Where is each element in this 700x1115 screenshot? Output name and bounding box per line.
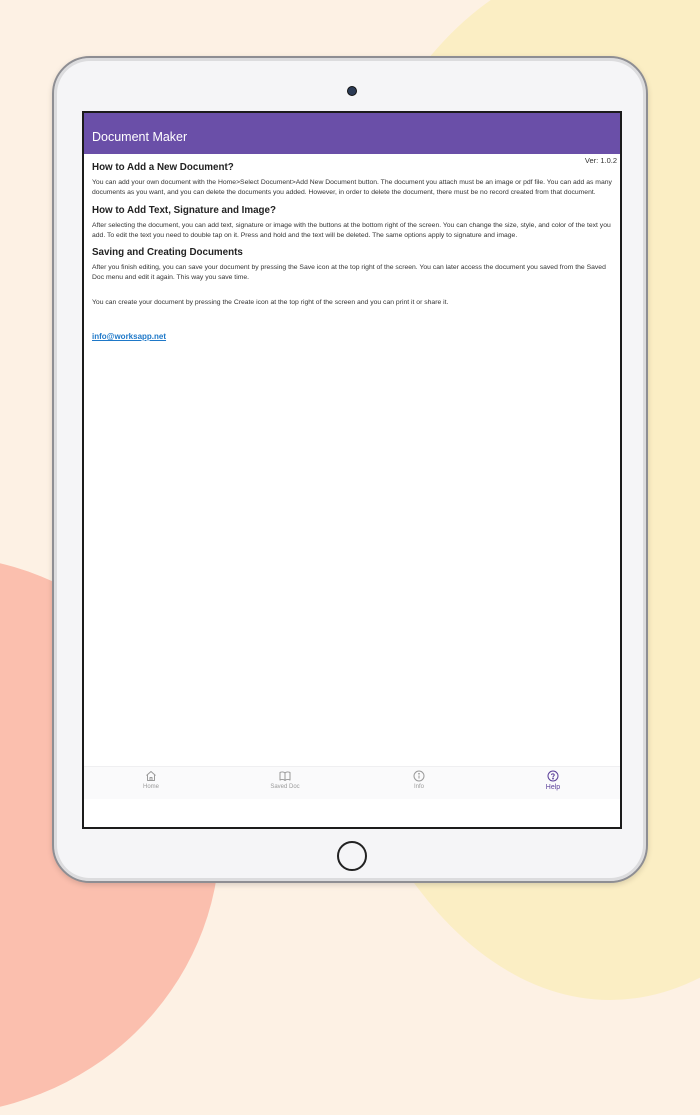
section-body: You can add your own document with the Home>Select Document>Add New Document button. The document you attach must be an image or pdf file. You can add as many documents as you want, and you can delete the documents you added. However, in order to delete the document, there must be no record created from that document. xyxy=(92,179,612,197)
version-label: Ver: 1.0.2 xyxy=(584,156,617,165)
section-body: After selecting the document, you can add text, signature or image with the buttons at the bottom right of the screen. You can change the size, style, and color of the text you add. To edit the text you need to double tap on it. Press and hold and the text will be deleted. The same options apply to signature and image. xyxy=(92,221,611,239)
tab-home[interactable] xyxy=(84,767,218,799)
tab-label: Saved Doc xyxy=(270,784,300,790)
tab-label: Help xyxy=(545,784,561,791)
tab-saved-doc[interactable] xyxy=(218,767,352,799)
tab-info[interactable] xyxy=(352,767,486,799)
tab-label: Home xyxy=(142,784,159,790)
section-heading: How to Add Text, Signature and Image? xyxy=(92,204,276,216)
section-heading: How to Add a New Document? xyxy=(92,162,234,173)
contact-email-link[interactable]: info@worksapp.net xyxy=(92,332,167,342)
section-extra: You can create your document by pressing the Create icon at the top right of the screen and you can print it or share it. xyxy=(92,298,449,306)
home-icon xyxy=(145,770,157,782)
app-screen xyxy=(82,111,622,829)
info-icon xyxy=(413,770,425,782)
tab-help[interactable] xyxy=(486,767,620,799)
tab-label: Info xyxy=(413,784,424,790)
help-icon xyxy=(547,770,559,782)
bottom-tab-bar xyxy=(84,766,620,799)
home-button[interactable] xyxy=(337,841,367,871)
app-bar xyxy=(84,113,620,154)
section-heading: Saving and Creating Documents xyxy=(92,247,243,259)
ipad-frame xyxy=(52,56,648,883)
app-title: Document Maker xyxy=(92,129,188,144)
section-body: After you finish editing, you can save your document by pressing the Save icon at the top right of the screen. You can later access the document you saved from the Saved Doc menu and edit it again. This way you save time. xyxy=(92,264,606,282)
book-icon xyxy=(279,770,291,782)
help-content xyxy=(84,154,620,344)
camera-icon xyxy=(347,86,357,96)
